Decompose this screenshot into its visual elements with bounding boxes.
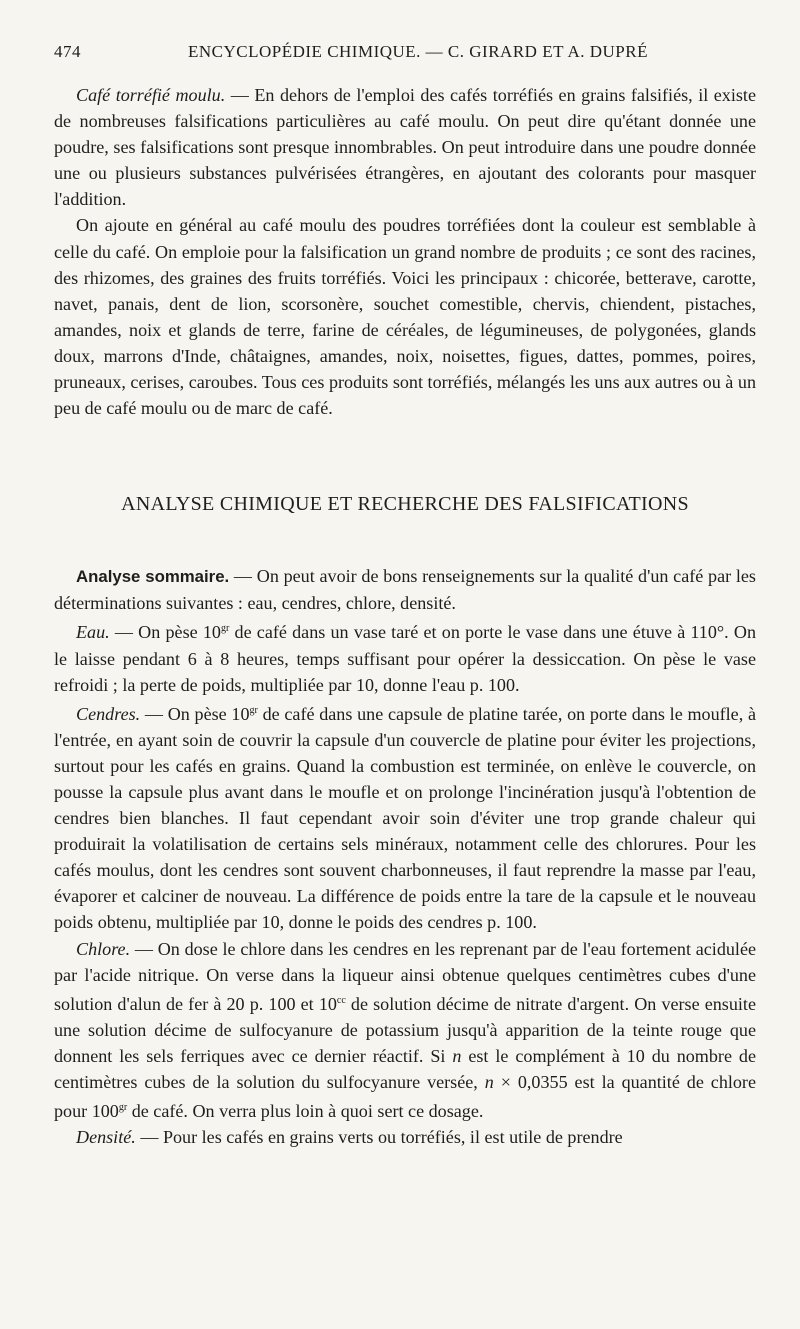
paragraph-lead: Eau. <box>76 622 110 643</box>
text-run: de café dans une capsule de platine tarée, on porte dans le moufle, à l'entrée, en ayant soin de couvrir la capsule d'un couvercle de platine pour éviter les projections, surtout pour les cafés en grains. Quand la combustion est terminée, on enlève le couvercle, on pousse la capsule plus avant dans le moufle et on prolonge l'incinération jusqu'à l'obtention de cendres bien blanches. Il faut cependant avoir soin d'éviter une trop grande chaleur qui produirait la volatilisation de certains sels minéraux, notamment celle des chlorures. Pour les cafés moulus, dont les cendres sont souvent charbonneuses, il faut reprendre la masse par l'eau, évaporer et calciner de nouveau. La différence de poids entre la tare de la capsule et le nouveau poids obtenu, multipliée par 10, donne le poids des cendres p. 100. <box>54 703 756 933</box>
text-run: de café dans un vase taré et on porte le vase dans une étuve à 110°. On le laisse pendant 6 à 8 heures, temps suffisant pour opérer la dessiccation. On pèse le vase refroidi ; la perte de poids, multipliée par 10, donne l'eau p. 100. <box>54 622 756 695</box>
paragraph-text: — On peut avoir de bons renseignements sur la qualité d'un café par les déterminations suivantes : eau, cendres, chlore, densité. <box>54 566 756 614</box>
paragraph-lead: Analyse sommaire. <box>76 567 230 587</box>
text-run: — On pèse 10 <box>140 703 250 724</box>
page-number: 474 <box>54 42 81 61</box>
unit-superscript: gr <box>118 1102 128 1114</box>
variable-n: n <box>452 1045 462 1066</box>
paragraph-text: On ajoute en général au café moulu des poudres torréfiées dont la couleur est semblable à celle du café. On emploie pour la falsification un grand nombre de produits ; ce sont des racines, des rhizomes, des graines des fruits torréfiés. Voici les principaux : chicorée, betterave, carotte, navet, panais, dent de lion, scorsonère, souchet comestible, chervis, chiendent, pistaches, amandes, noix et glands de terre, farine de céréales, de légumineuses, de polygonées, glands doux, marrons d'Inde, châtaignes, amandes, noix, noisettes, figues, dattes, pommes, poires, pruneaux, cerises, caroubes. Tous ces produits sont torréfiés, mélangés les uns aux autres ou à un peu de café moulu ou de marc de café. <box>54 215 756 419</box>
paragraph-lead: Densité. <box>76 1127 136 1148</box>
text-run: × 0,0355 est la quantité de chlore pour 100 <box>54 1072 756 1122</box>
paragraph-text: — En dehors de l'emploi des cafés torréfiés en grains falsifiés, il existe de nombreuses falsifications particulières au café moulu. On peut dire qu'étant donnée une poudre, ses falsifications sont presque innombrables. On peut introduire dans une poudre donnée une ou plusieurs substances pulvérisées étrangères, en ajoutant des colorants pour masquer l'addition. <box>54 85 756 210</box>
text-run: — On dose le chlore dans les cendres en les reprenant par de l'eau fortement acidulée par l'acide nitrique. On verse dans la liqueur ainsi obtenue quelques centimètres cubes d'une solution d'alun de fer à 20 p. 100 et 10 <box>54 938 756 1014</box>
text-run: de solution décime de nitrate d'argent. On verse ensuite une solution décime de sulfocyanure de potassium jusqu'à apparition de la teinte rouge que donnent les sels ferriques avec ce dernier réactif. Si <box>54 993 756 1066</box>
section-title: ANALYSE CHIMIQUE ET RECHERCHE DES FALSIFICATIONS <box>121 493 689 516</box>
variable-n: n <box>484 1072 494 1092</box>
unit-superscript: gr <box>249 704 258 716</box>
paragraph-eau <box>54 616 756 697</box>
paragraph-analyse-sommaire <box>54 563 756 616</box>
paragraph-text: — Pour les cafés en grains verts ou torréfiés, il est utile de prendre <box>135 1127 623 1148</box>
paragraph-densite <box>54 1124 756 1150</box>
text-run: — On pèse 10 <box>109 622 221 643</box>
paragraph-cendres <box>54 698 756 936</box>
paragraph-lead: Cendres. <box>76 703 141 724</box>
paragraph-chlore <box>54 936 756 1125</box>
paragraph-cafe-torrefie-moulu <box>54 82 756 212</box>
paragraph-lead: Café torréfié moulu. <box>76 85 226 105</box>
running-header <box>54 42 760 70</box>
running-title: ENCYCLOPÉDIE CHIMIQUE. — C. GIRARD ET A. DUPRÉ <box>188 42 648 61</box>
paragraph-lead: Chlore. <box>76 938 131 959</box>
text-run: de café. On verra plus loin à quoi sert ce dosage. <box>127 1101 484 1122</box>
text-run: est le complément à 10 du nombre de centimètres cubes de la solution du sulfocyanure versée, <box>54 1045 756 1092</box>
unit-superscript: cc <box>336 994 346 1006</box>
unit-superscript: gr <box>220 623 230 635</box>
paragraph-falsification-products <box>54 212 756 421</box>
page-body <box>54 82 756 1150</box>
